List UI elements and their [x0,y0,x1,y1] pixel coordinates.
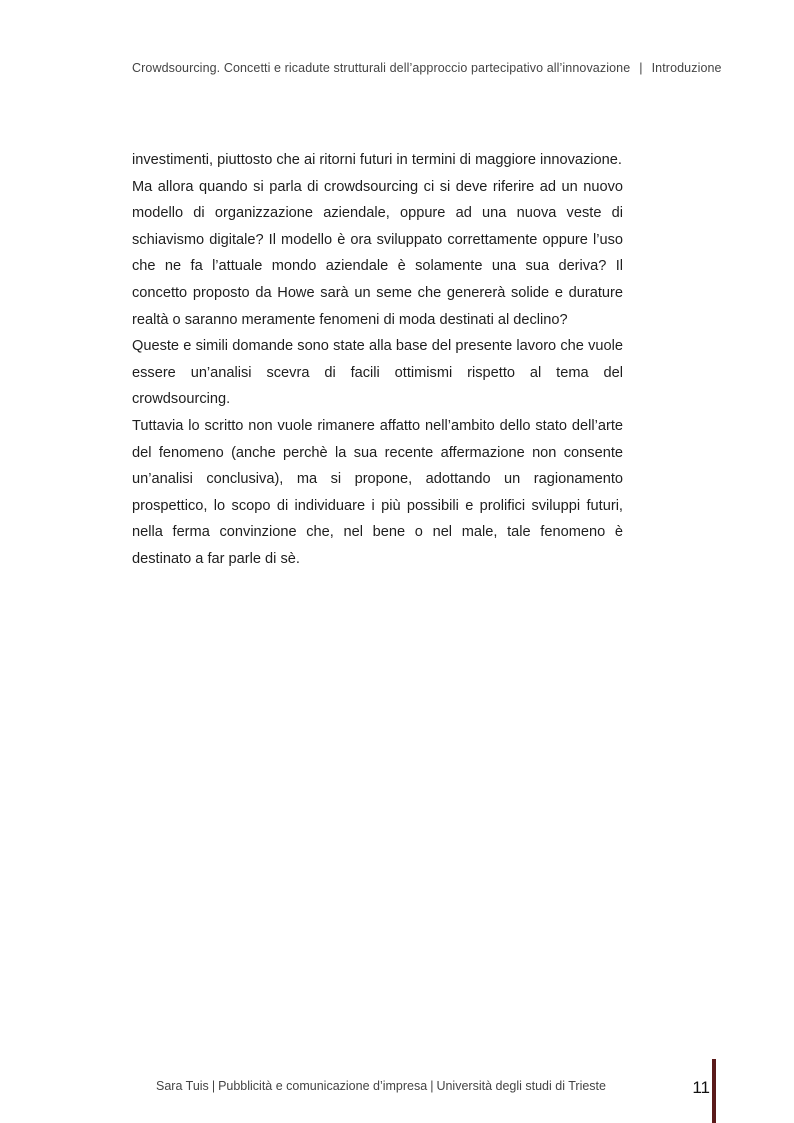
footer-author: Sara Tuis [156,1079,209,1093]
paragraph: Ma allora quando si parla di crowdsourcing ci si deve riferire ad un nuovo modello di organizzazione aziendale, oppure ad una nuova veste di schiavismo digitale? Il modello è ora sviluppato correttamente oppure l’uso che ne fa l’attuale mondo aziendale è solamente una sua deriva? Il concetto proposto da Howe sarà un seme che genererà solide e durature realtà o saranno meramente fenomeni di moda destinati al declino? [132,178,623,328]
running-footer [156,1079,606,1093]
page-accent-bar [712,1059,716,1123]
footer-separator: | [430,1079,434,1093]
paragraph: investimenti, piuttosto che ai ritorni futuri in termini di maggiore innovazione. [132,152,622,168]
header-section: Introduzione [651,61,722,75]
body-text [132,147,623,573]
paragraph: Queste e simili domande sono state alla base del presente lavoro che vuole essere un’analisi scevra di facili ottimismi rispetto al tema del crowdsourcing. [132,338,623,408]
header-separator: | [639,61,643,75]
footer-university: Università degli studi di Trieste [436,1079,606,1093]
page-number: 11 [692,1078,710,1097]
footer-separator: | [211,1079,216,1093]
paragraph: Tuttavia lo scritto non vuole rimanere affatto nell’ambito dello stato dell’arte del fenomeno (anche perchè la sua recente affermazione non consente un’analisi conclusiva), ma si propone, adottando un ragionamento prospettico, lo scopo di individuare i più possibili e prolifici sviluppi futuri, nella ferma convinzione che, nel bene o nel male, tale fenomeno è destinato a far parle di sè. [132,417,623,567]
header-title: Crowdsourcing. Concetti e ricadute strutturali dell’approccio partecipativo all’innovazione [132,61,631,75]
footer-course: Pubblicità e comunicazione d’impresa [218,1079,428,1093]
running-header [132,61,722,75]
